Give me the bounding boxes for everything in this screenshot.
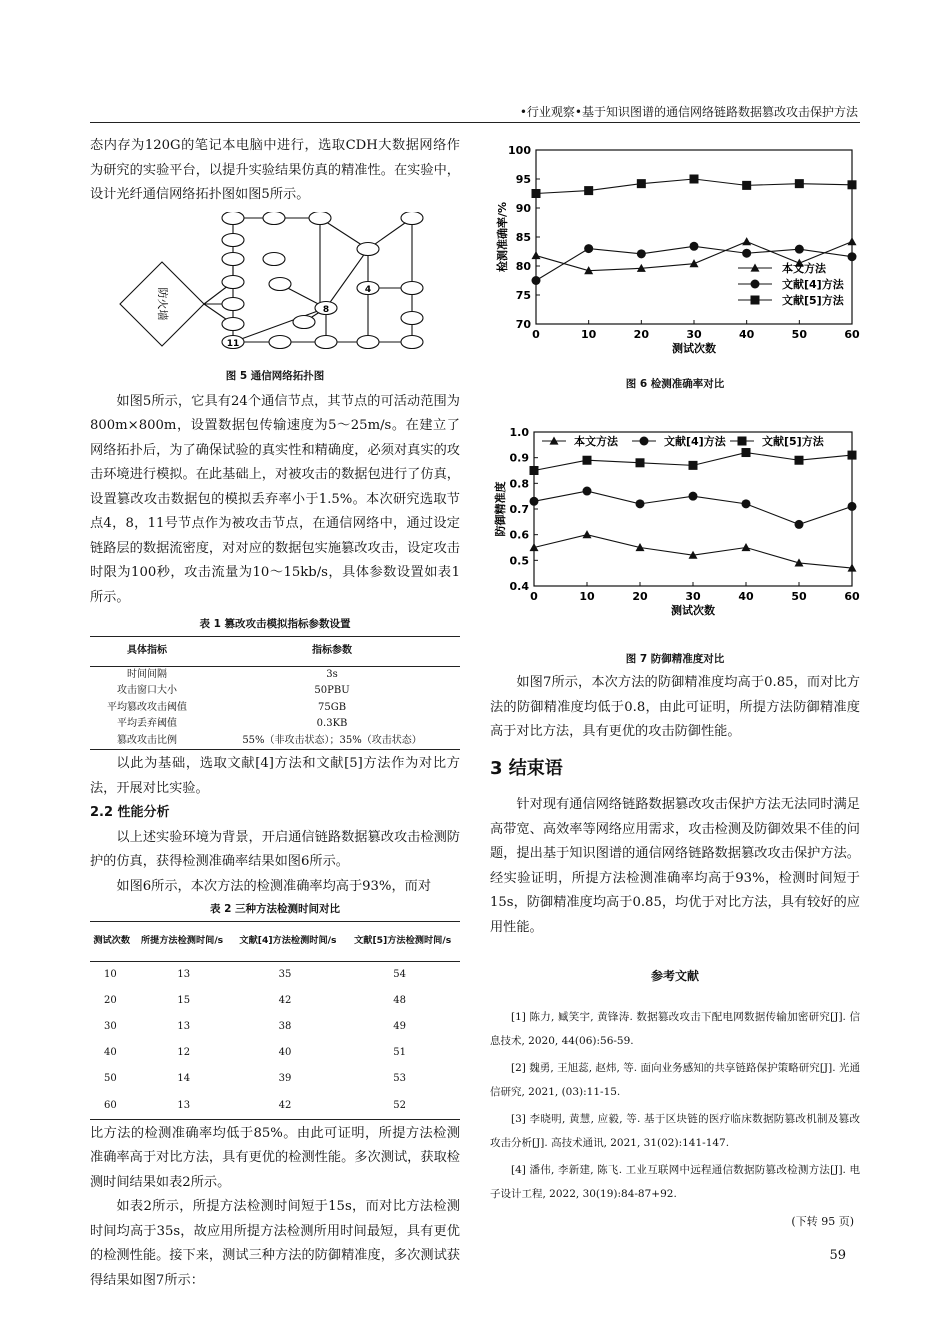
network-node <box>222 252 244 265</box>
network-node <box>309 212 331 225</box>
triangle-marker <box>742 237 751 245</box>
network-topology-diagram <box>90 212 460 366</box>
figure-6-caption: 图 6 检测准确率对比 <box>625 377 725 390</box>
table-cell: 平均丢弃阈值 <box>117 718 178 729</box>
table-cell: 14 <box>177 1073 191 1085</box>
table-row <box>90 1093 460 1120</box>
y-tick-label: 0.8 <box>509 476 529 490</box>
section-heading: 3 结束语 <box>490 757 563 779</box>
legend-label: 文献[4]方法 <box>782 278 844 291</box>
table-cell: 49 <box>393 1020 407 1032</box>
network-node <box>315 335 337 348</box>
triangle-marker <box>848 237 857 245</box>
triangle-marker <box>690 259 699 267</box>
table-cell: 攻击窗口大小 <box>117 685 178 696</box>
y-tick-label: 0.9 <box>509 451 529 465</box>
figure-6-chart <box>490 134 860 364</box>
figure-7-caption: 图 7 防御精准度对比 <box>625 653 725 665</box>
table-row <box>90 683 460 700</box>
x-axis-label: 测试次数 <box>671 603 715 617</box>
y-tick-label: 0.4 <box>509 579 529 593</box>
table-row <box>90 1066 460 1092</box>
circle-marker <box>795 245 804 254</box>
table-header: 具体指标 <box>90 637 204 667</box>
square-marker <box>583 455 592 464</box>
circle-marker <box>690 242 699 251</box>
continued-note: (下转 95 页) <box>791 1215 854 1228</box>
left-column <box>90 134 460 1293</box>
table-cell: 51 <box>393 1047 407 1059</box>
paragraph: 以上述实验环境为背景，开启通信链路数据篡改攻击检测防护的仿真，获得检测准确率结果如图6所示。 <box>90 829 460 869</box>
square-marker <box>795 179 804 188</box>
square-marker <box>738 436 747 445</box>
network-node <box>357 242 379 255</box>
header-rule <box>90 122 860 123</box>
square-marker <box>742 181 751 190</box>
table-row <box>90 700 460 717</box>
table-cell: 42 <box>231 1093 346 1120</box>
network-node <box>269 335 291 348</box>
table-cell: 40 <box>104 1047 117 1059</box>
network-node <box>401 311 423 324</box>
table-cell: 42 <box>278 994 292 1006</box>
circle-marker <box>640 436 649 445</box>
table-cell: 75GB <box>318 701 347 713</box>
square-marker <box>742 448 751 457</box>
table-row <box>90 716 460 733</box>
table-row <box>90 988 460 1014</box>
table-cell: 54 <box>393 968 407 980</box>
square-marker <box>636 458 645 467</box>
table-row <box>90 1014 460 1040</box>
reference-item: [1] 陈力, 臧笑宇, 黄锋涛. 数据篡改攻击下配电网数据传输加密研究[J]. 信息技术, 2020, 44(06):56-59. <box>490 1011 860 1047</box>
table-cell: 30 <box>104 1020 117 1032</box>
references-list <box>490 1006 860 1206</box>
triangle-marker <box>583 530 592 538</box>
paragraph: 态内存为120G的笔记本电脑中进行，选取CDH大数据网络作为研究的实验平台，以提升实验结果仿真的精准性。在实验中，设计光纤通信网络拓扑图如图5所示。 <box>90 138 460 202</box>
network-node <box>401 212 423 225</box>
circle-marker <box>848 501 857 510</box>
table-cell: 13 <box>133 1093 230 1120</box>
paragraph: 如表2所示，所提方法检测时间短于15s，而对比方法检测时间均高于35s，故应用所提方法检测所用时间最短，具有更优的检测性能。接下来，测试三种方法的防御精准度，多次测试获得结果如图7所示： <box>90 1199 460 1288</box>
figure-5-caption: 图 5 通信网络拓扑图 <box>225 369 325 382</box>
network-node <box>222 233 244 246</box>
x-tick-label: 30 <box>685 589 701 603</box>
table-row <box>90 666 460 683</box>
circle-marker <box>742 499 751 508</box>
y-tick-label: 100 <box>508 144 531 157</box>
y-tick-label: 0.7 <box>509 502 529 516</box>
running-header: •行业观察•基于知识图谱的通信网络链路数据篡改攻击保护方法 <box>519 105 858 119</box>
x-tick-label: 40 <box>738 589 754 603</box>
table-row <box>90 733 460 750</box>
right-column <box>490 134 860 1235</box>
node-label: 11 <box>226 338 240 349</box>
table-cell: 52 <box>345 1093 460 1120</box>
square-marker <box>848 450 857 459</box>
table-header: 测试次数 <box>90 922 133 962</box>
page-number: 59 <box>829 1248 846 1263</box>
table-header: 所提方法检测时间/s <box>133 922 230 962</box>
triangle-marker <box>742 543 751 551</box>
table-cell: 60 <box>90 1093 133 1120</box>
table-cell: 53 <box>393 1073 407 1085</box>
paragraph: 以此为基础，选取文献[4]方法和文献[5]方法作为对比方法，开展对比实验。 <box>90 756 460 796</box>
square-marker <box>532 189 541 198</box>
table-cell: 55%（非攻击状态）；35%（攻击状态） <box>204 733 460 750</box>
x-tick-label: 60 <box>844 589 860 603</box>
table-row <box>90 1040 460 1066</box>
square-marker <box>530 466 539 475</box>
square-marker <box>690 175 699 184</box>
table-cell: 0.3KB <box>316 718 348 729</box>
y-tick-label: 80 <box>515 260 531 273</box>
section-heading: 2.2 性能分析 <box>90 805 170 820</box>
network-node <box>222 297 244 310</box>
table-cell: 48 <box>393 994 407 1006</box>
table-cell: 38 <box>278 1020 292 1032</box>
table-cell: 40 <box>278 1047 292 1059</box>
circle-marker <box>751 280 760 289</box>
table-cell: 12 <box>177 1047 191 1059</box>
table-cell: 13 <box>177 1020 191 1032</box>
circle-marker <box>583 486 592 495</box>
x-tick-label: 10 <box>579 589 595 603</box>
square-marker <box>689 460 698 469</box>
reference-item: [4] 潘伟, 李新建, 陈飞. 工业互联网中远程通信数据防篡改检测方法[J]. 电子设计工程, 2022, 30(19):84-87+92. <box>490 1164 860 1200</box>
paragraph: 如图6所示，本次方法的检测准确率均高于93%，而对 <box>116 878 432 894</box>
x-tick-label: 0 <box>532 328 540 341</box>
table-cell: 篡改攻击比例 <box>90 733 204 750</box>
y-axis-label: 检测准确率/% <box>496 201 509 273</box>
network-node <box>357 335 379 348</box>
legend-label: 本文方法 <box>782 262 826 275</box>
triangle-marker <box>532 251 541 259</box>
figure-7-chart <box>490 420 860 620</box>
table-header: 文献[5]方法检测时间/s <box>345 922 460 962</box>
y-tick-label: 90 <box>515 202 531 215</box>
x-tick-label: 20 <box>633 328 649 341</box>
firewall-label: 防火墙 <box>156 287 169 320</box>
references-title: 参考文献 <box>650 969 699 983</box>
node-label: 4 <box>364 284 372 295</box>
legend-label: 文献[5]方法 <box>782 294 844 307</box>
legend-label: 文献[5]方法 <box>762 434 824 448</box>
circle-marker <box>848 252 857 261</box>
x-tick-label: 40 <box>739 328 755 341</box>
network-node <box>293 315 315 328</box>
legend-label: 文献[4]方法 <box>664 434 726 448</box>
table-cell: 20 <box>104 994 117 1006</box>
table-row <box>90 961 460 988</box>
y-tick-label: 95 <box>515 173 531 186</box>
network-node <box>222 275 244 288</box>
network-node <box>269 277 291 290</box>
table-cell: 39 <box>278 1073 292 1085</box>
y-tick-label: 75 <box>515 289 531 302</box>
square-marker <box>795 455 804 464</box>
circle-marker <box>532 276 541 285</box>
table-cell: 时间间隔 <box>127 668 168 680</box>
table-header: 指标参数 <box>204 637 460 667</box>
network-node <box>401 335 423 348</box>
x-tick-label: 20 <box>632 589 648 603</box>
network-node <box>263 252 285 265</box>
square-marker <box>584 186 593 195</box>
y-tick-label: 70 <box>515 318 531 331</box>
circle-marker <box>795 519 804 528</box>
x-tick-label: 60 <box>844 328 860 341</box>
table-2 <box>90 921 460 1120</box>
circle-marker <box>689 491 698 500</box>
x-axis-label: 测试次数 <box>672 342 716 355</box>
table-1-caption: 表 1 篡改攻击模拟指标参数设置 <box>199 618 351 630</box>
circle-marker <box>636 499 645 508</box>
square-marker <box>751 296 760 305</box>
y-tick-label: 0.6 <box>509 528 529 542</box>
table-1 <box>90 636 460 750</box>
figure-5 <box>90 212 460 366</box>
x-tick-label: 30 <box>686 328 702 341</box>
table-cell: 10 <box>104 968 117 980</box>
table-cell: 13 <box>177 968 191 980</box>
legend-label: 本文方法 <box>574 434 618 448</box>
table-cell: 35 <box>278 968 292 980</box>
square-marker <box>848 180 857 189</box>
table-2-caption: 表 2 三种方法检测时间对比 <box>209 903 341 915</box>
circle-marker <box>742 249 751 258</box>
table-header: 文献[4]方法检测时间/s <box>231 922 346 962</box>
table-cell: 50 <box>104 1073 117 1085</box>
y-tick-label: 85 <box>515 231 531 244</box>
network-node <box>222 212 244 225</box>
reference-item: [2] 魏勇, 王旭蕊, 赵炜, 等. 面向业务感知的共享链路保护策略研究[J]. 光通信研究, 2021, (03):11-15. <box>490 1062 860 1098</box>
table-cell: 50PBU <box>314 685 350 696</box>
x-tick-label: 10 <box>581 328 597 341</box>
table-cell: 平均篡改攻击阈值 <box>107 701 188 713</box>
table-cell: 3s <box>326 668 338 680</box>
network-node <box>222 317 244 330</box>
paragraph: 如图5所示，它具有24个通信节点，其节点的可活动范围为800m×800m，设置数据包传输速度为5～25m/s。在建立了网络拓扑后，为了确保试验的真实性和精确度，必须对真实的攻击环境进行模拟。在此基础上，对被攻击的数据包进行了仿真，设置篡改攻击数据包的模拟丢弃率小于1.5%。本次研究选取节点4，8，11号节点作为被攻击节点，在通信网络中，通过设定链路层的数据流密度，对对应的数据包实施篡改攻击，设定攻击时限为100秒，攻击流量为10～15kb/s，具体参数设置如表1所示。 <box>90 393 460 605</box>
paragraph: 比方法的检测准确率均低于85%。由此可证明，所提方法检测准确率高于对比方法，具有更优的检测性能。多次测试，获取检测时间结果如表2所示。 <box>90 1125 460 1190</box>
y-axis-label: 防御精准度 <box>494 481 507 536</box>
circle-marker <box>637 249 646 258</box>
network-node <box>263 212 285 225</box>
table-cell: 15 <box>177 994 191 1006</box>
paragraph: 如图7所示，本次方法的防御精准度均高于0.85，而对比方法的防御精准度均低于0.8，由此可证明，所提方法防御精准度高于对比方法，具有更优的攻击防御性能。 <box>490 675 860 739</box>
x-tick-label: 0 <box>530 589 538 603</box>
reference-item: [3] 李晓明, 黄慧, 应毅, 等. 基于区块链的医疗临床数据防篡改机制及篡改攻击分析[J]. 高技术通讯, 2021, 31(02):141-147. <box>490 1113 860 1149</box>
circle-marker <box>584 244 593 253</box>
y-tick-label: 1.0 <box>509 425 529 439</box>
circle-marker <box>530 496 539 505</box>
x-tick-label: 50 <box>791 328 807 341</box>
network-node <box>401 281 423 294</box>
paragraph: 针对现有通信网络链路数据篡改攻击保护方法无法同时满足高带宽、高效率等网络应用需求，攻击检测及防御效果不佳的问题，提出基于知识图谱的通信网络链路数据篡改攻击保护方法。经实验证明，所提方法检测准确率均高于93%，检测时间短于15s，防御精准度均高于0.85，均优于对比方法，具有较好的应用性能。 <box>490 797 860 935</box>
node-label: 8 <box>322 304 330 315</box>
y-tick-label: 0.5 <box>509 553 529 567</box>
square-marker <box>637 179 646 188</box>
x-tick-label: 50 <box>791 589 807 603</box>
